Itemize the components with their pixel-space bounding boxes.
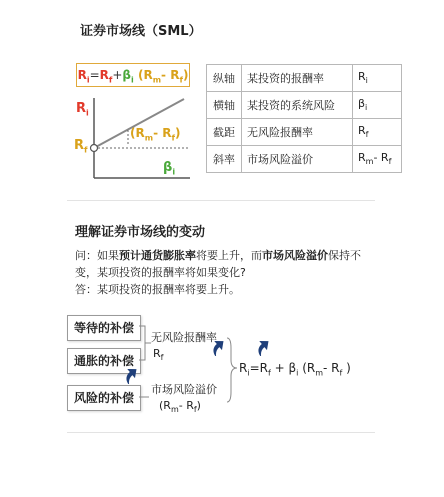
up-arrow-icon <box>208 338 228 356</box>
table-symbol: $R_f$ <box>353 119 402 146</box>
sml-definition-table <box>206 64 402 173</box>
graph-x-label: $\beta_i$ <box>163 160 176 177</box>
table-meaning: 市场风险溢价 <box>242 146 353 173</box>
table-term: 截距 <box>207 119 242 146</box>
section-title-sml-shift: 理解证券市场线的变动 <box>75 225 206 240</box>
risk-free-rate-symbol: $R_f$ <box>153 347 164 363</box>
section-title-sml: 证券市场线（SML） <box>80 24 202 39</box>
box-inflation-compensation: 通胀的补偿 <box>67 348 141 374</box>
answer-line: 答：某项投资的报酬率将要上升。 <box>75 283 240 296</box>
up-arrow-icon <box>253 338 273 356</box>
table-row <box>207 92 402 119</box>
question-line-2: 变，某项投资的报酬率将如果变化? <box>75 266 246 279</box>
table-term: 纵轴 <box>207 65 242 92</box>
table-meaning: 某投资的系统风险 <box>242 92 353 119</box>
left-bracket <box>139 326 145 360</box>
section-divider <box>67 432 375 433</box>
formula-ri: $R_i$ <box>77 68 90 85</box>
box-waiting-compensation: 等待的补偿 <box>67 315 141 341</box>
formula-rf: $R_f$ <box>99 68 113 85</box>
table-symbol: $R_m-$ $R_f$ <box>353 146 402 173</box>
formula-premium: ($R_m-$ $R_f$) <box>133 68 189 85</box>
up-arrow-icon <box>121 366 141 384</box>
sml-formula-box <box>76 63 190 87</box>
table-symbol: $\beta_i$ <box>353 92 402 119</box>
table-term: 斜率 <box>207 146 242 173</box>
market-premium-label: 市场风险溢价 <box>151 383 217 396</box>
table-term: 横轴 <box>207 92 242 119</box>
right-brace <box>227 338 237 402</box>
table-meaning: 某投资的报酬率 <box>242 65 353 92</box>
formula-equals: = <box>89 68 100 82</box>
table-row <box>207 119 402 146</box>
formula-plus: + <box>112 68 123 82</box>
table-row <box>207 146 402 173</box>
table-row <box>207 65 402 92</box>
market-premium-symbol: ($R_m-$ $R_f$) <box>159 399 201 415</box>
section-divider <box>67 200 375 201</box>
result-formula: $R_i=R_f + \beta_i$ ($R_m-$ $R_f$ ) <box>239 361 351 378</box>
graph-rf-label: $R_f$ <box>74 138 88 155</box>
graph-slope-label: ($R_m-$ $R_f$) <box>130 126 181 143</box>
formula-beta: $\beta_i$ <box>122 68 134 85</box>
question-line-1: 问：如果预计通货膨胀率将要上升，而市场风险溢价保持不 <box>75 249 361 262</box>
graph-y-label: $R_i$ <box>76 101 89 118</box>
box-risk-compensation: 风险的补偿 <box>67 385 141 411</box>
table-meaning: 无风险报酬率 <box>242 119 353 146</box>
risk-free-rate-label: 无风险报酬率 <box>151 331 217 344</box>
intercept-point <box>91 145 98 152</box>
table-symbol: $R_i$ <box>353 65 402 92</box>
